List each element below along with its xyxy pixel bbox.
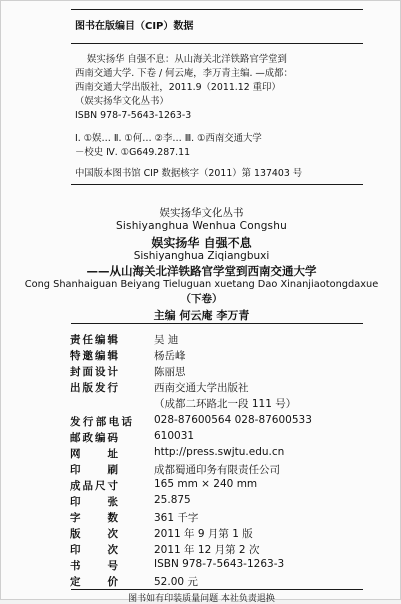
credit-value: 成都蜀通印务有限责任公司 [154,464,280,476]
volume-label: （下卷） [180,293,223,305]
credit-label: 网 址 [70,448,118,460]
cip-classification: Ⅰ. ①娱… Ⅱ. ①何… ②李… Ⅲ. ①西南交通大学 [75,133,262,144]
credit-value: 028-87600564 028-87600533 [154,414,312,426]
credit-value: （成都二环路北一段 111 号） [154,398,297,410]
credit-label: 责 任 编 辑 [70,334,118,346]
top-rule [71,9,363,10]
credit-value: 165 mm × 240 mm [154,478,258,490]
credits-top-rule [71,323,363,324]
cip-isbn: ISBN 978-7-5643-1263-3 [75,110,192,121]
book-title: 娱实扬华 自强不息 [151,236,252,250]
cip-rule [71,43,363,44]
credit-value: 杨岳峰 [154,350,186,362]
book-title-pinyin: Sishiyanghua Ziqiangbuxi [133,250,270,262]
cip-bottom-rule [71,184,363,185]
credit-label: 成 品 尺 寸 [70,480,118,492]
cip-title: 图书在版编目（CIP）数据 [75,21,194,32]
cip-catalog-number: 中国版本图书馆 CIP 数据核字（2011）第 137403 号 [75,168,303,179]
credit-label: 特 邀 编 辑 [70,350,118,362]
credit-label: 印 刷 [70,464,118,476]
authors: 主编 何云庵 李万青 [153,309,250,322]
credit-value: ISBN 978-7-5643-1263-3 [154,558,285,570]
credit-label: 书 号 [70,560,118,572]
credit-value: 吴 迪 [154,334,179,346]
credit-label: 出 版 发 行 [70,382,118,394]
credit-value: 361 千字 [154,512,199,524]
cip-line: （娱实扬华文化丛书） [75,96,169,107]
credit-value: 陈丽思 [154,366,186,378]
cip-line: 西南交通大学. 下卷 / 何云庵，李万青主编. —成都： [75,68,293,79]
credit-label: 版 次 [70,528,118,540]
book-subtitle: ——从山海关北洋铁路官学堂到西南交通大学 [86,264,317,278]
cip-line: 娱实扬华 自强不息：从山海关北洋铁路官学堂到 [87,54,287,65]
credit-value: 2011 年 12 月第 2 次 [154,544,260,556]
credit-label: 邮 政 编 码 [70,432,118,444]
credit-value: 610031 [154,430,195,442]
credit-label: 字 数 [70,512,118,524]
credits-bottom-rule [71,589,363,590]
credit-label: 印 次 [70,544,118,556]
credit-value: 52.00 元 [154,576,198,588]
credit-value: 西南交通大学出版社 [154,382,249,394]
credit-label: 封 面 设 计 [70,366,118,378]
credit-value: 25.875 [154,494,191,506]
book-subtitle-pinyin: Cong Shanhaiguan Beiyang Tieluguan xuetang Dao Xinanjiaotongdaxue [24,279,379,290]
footer-quality-note: 图书如有印装质量问题 本社负责退换 [128,594,275,604]
series-pinyin: Sishiyanghua Wenhua Congshu [116,220,287,232]
credit-label: 发 行 部 电 话 [70,416,132,428]
credit-label: 印 张 [70,496,118,508]
cip-line: 西南交通大学出版社，2011.9（2011.12 重印） [75,82,281,93]
credit-value: http://press.swjtu.edu.cn [154,446,285,458]
credit-label: 定 价 [70,576,118,588]
cip-classification: －校史 Ⅳ. ①G649.287.11 [75,147,191,158]
series-title: 娱实扬华文化丛书 [159,207,244,219]
credit-value: 2011 年 9 月第 1 版 [154,528,253,540]
